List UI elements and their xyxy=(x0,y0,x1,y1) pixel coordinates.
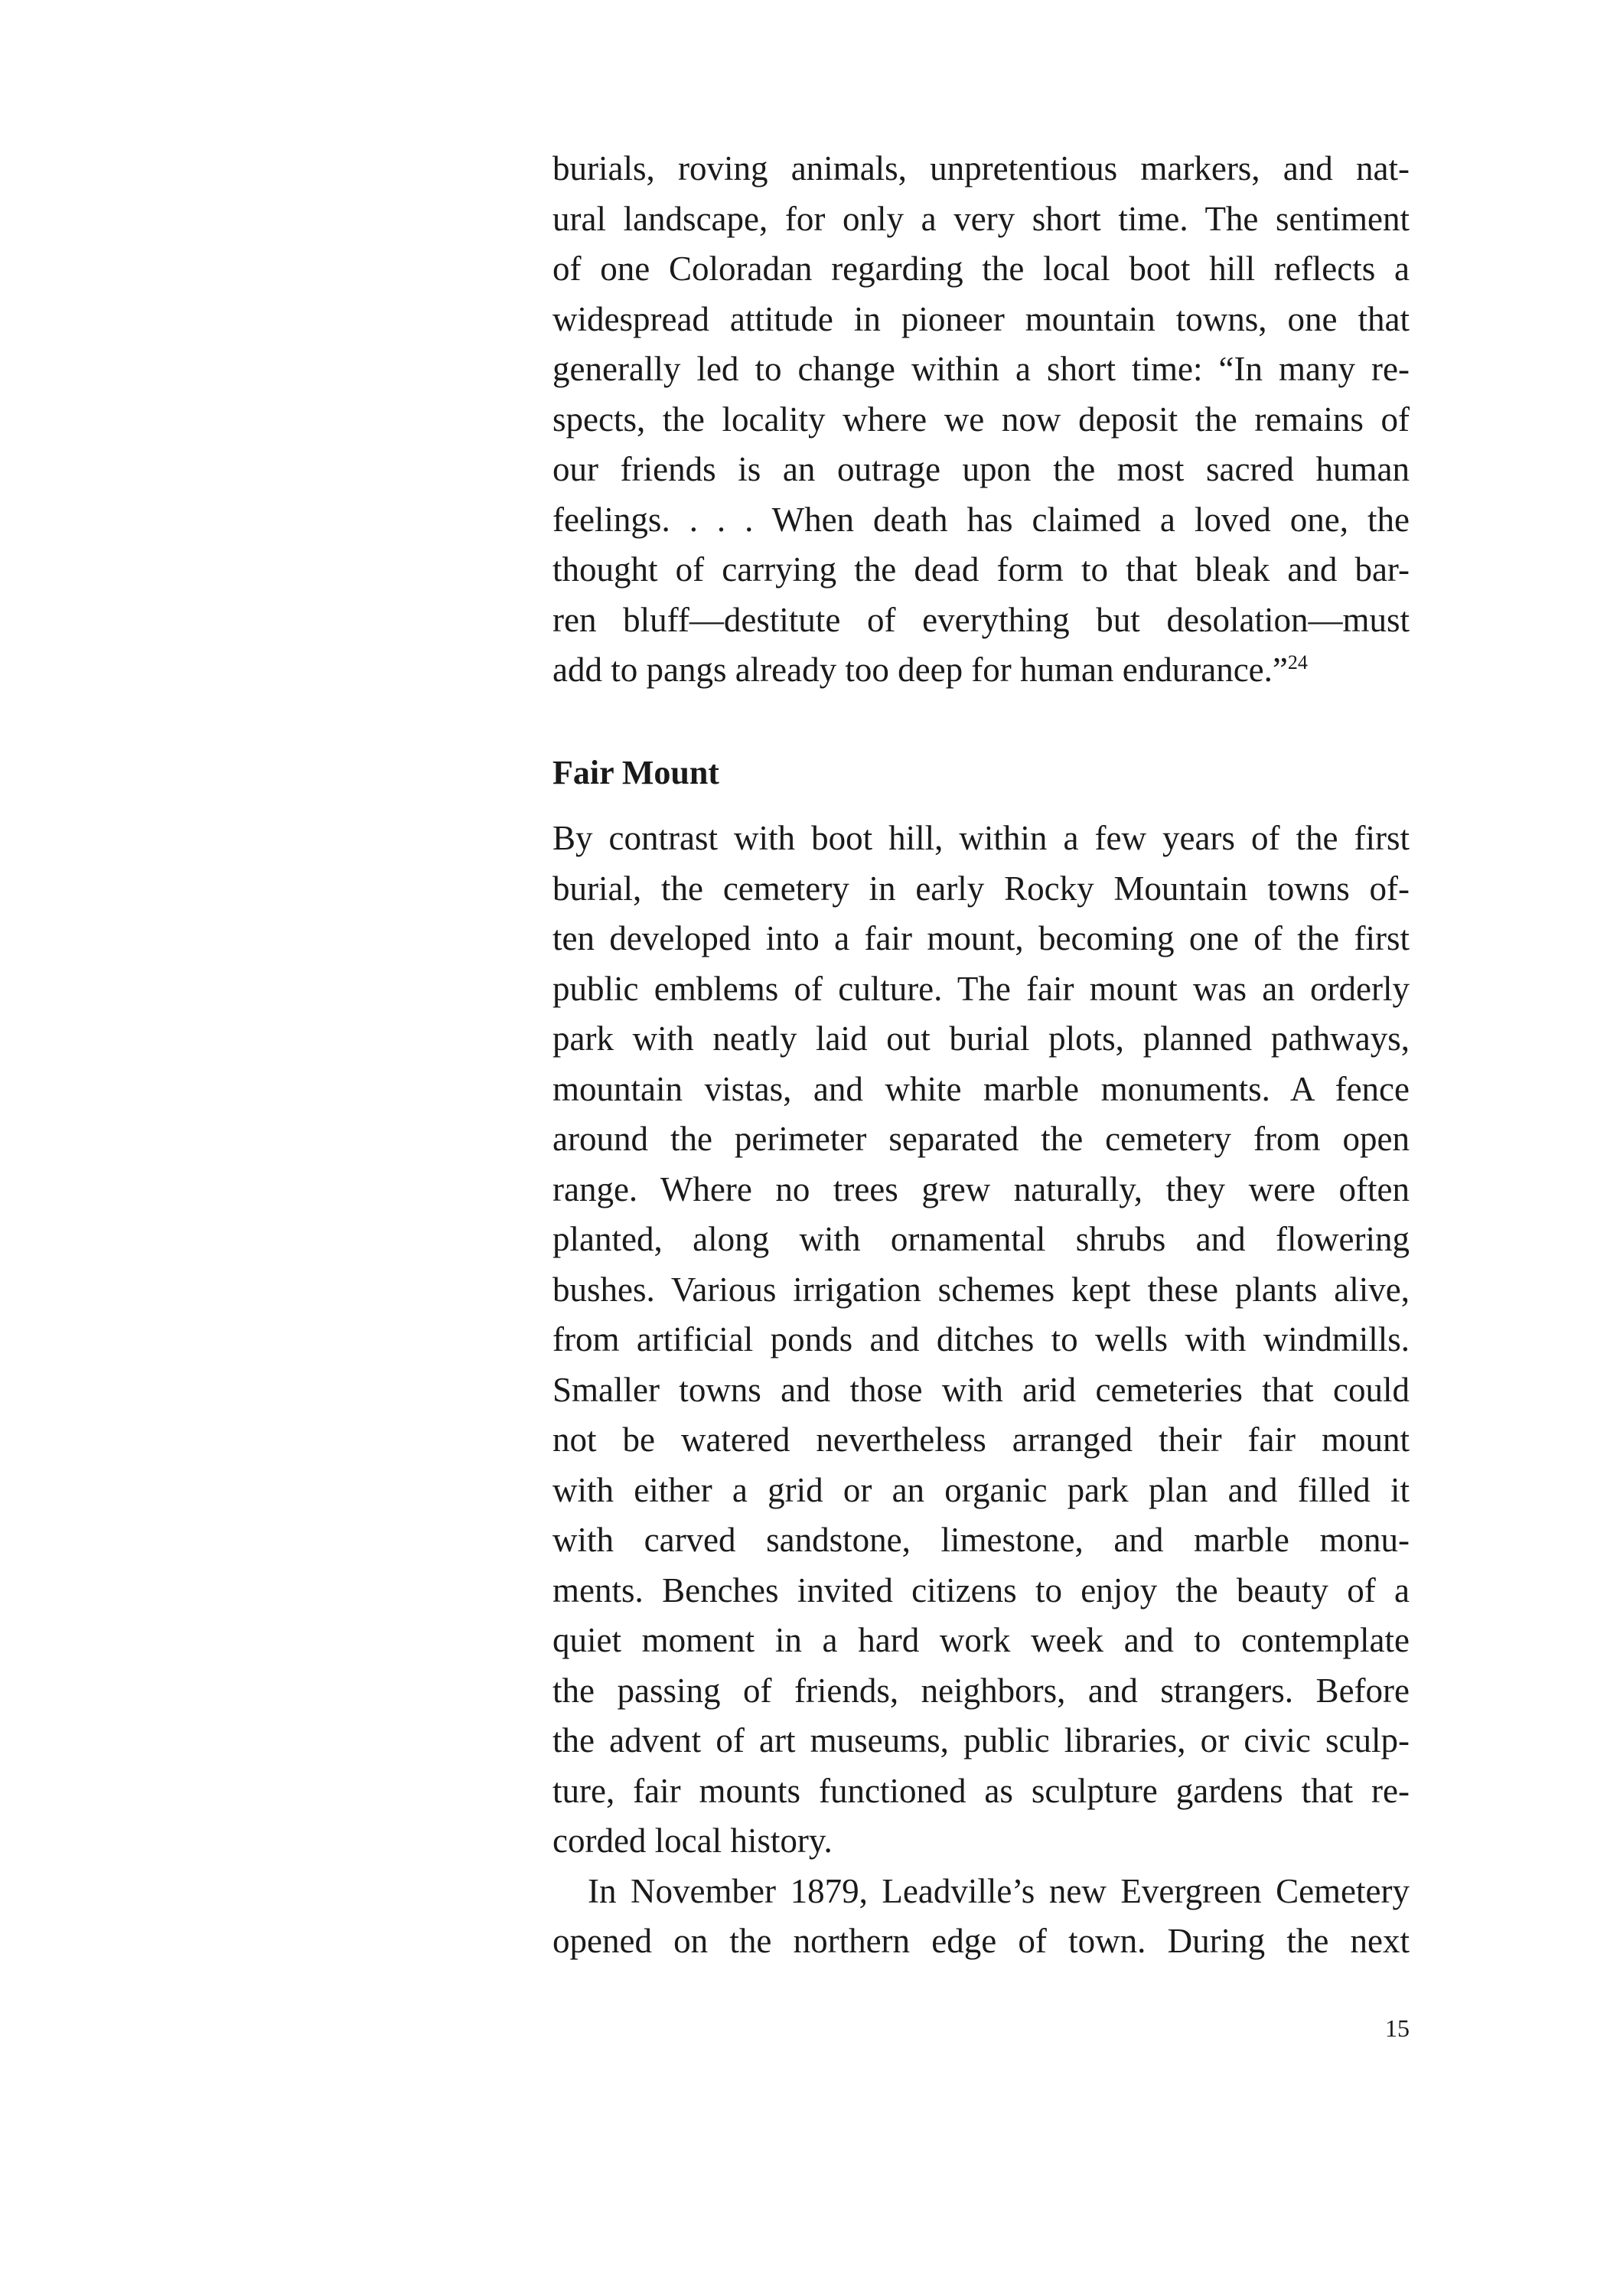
text-line: burial, the cemetery in early Rocky Mountain towns of- xyxy=(553,869,1410,908)
text-line: burials, roving animals, unpretentious markers, and nat- xyxy=(553,149,1410,188)
text-line-content: add to pangs already too deep for human endurance.” xyxy=(553,651,1288,689)
text-line: generally led to change within a short time: “In many re- xyxy=(553,350,1410,388)
text-line: feelings. . . . When death has claimed a loved one, the xyxy=(553,500,1410,539)
text-line-indented: In November 1879, Leadville’s new Evergreen Cemetery xyxy=(588,1871,1410,1910)
text-line: around the perimeter separated the cemetery from open xyxy=(553,1120,1410,1158)
page-number: 15 xyxy=(1385,2014,1410,2042)
text-line: park with neatly laid out burial plots, planned pathways, xyxy=(553,1019,1410,1058)
text-line: our friends is an outrage upon the most sacred human xyxy=(553,450,1410,488)
text-line-last: corded local history. xyxy=(553,1821,833,1860)
text-line: ural landscape, for only a very short time. The sentiment xyxy=(553,199,1410,238)
text-line: range. Where no trees grew naturally, they were often xyxy=(553,1169,1410,1208)
text-line: of one Coloradan regarding the local boot hill reflects a xyxy=(553,249,1410,288)
text-line: not be watered nevertheless arranged their fair mount xyxy=(553,1420,1410,1459)
text-line: Smaller towns and those with arid cemeteries that could xyxy=(553,1370,1410,1409)
text-line: opened on the northern edge of town. During the next xyxy=(553,1922,1410,1960)
paragraph-boot-hill-quote xyxy=(553,144,1410,696)
text-line: planted, along with ornamental shrubs and flowering xyxy=(553,1220,1410,1258)
footnote-reference: 24 xyxy=(1287,651,1308,673)
text-line: thought of carrying the dead form to that bleak and bar- xyxy=(553,550,1410,589)
text-line: ten developed into a fair mount, becoming one of the first xyxy=(553,919,1410,957)
text-line: ture, fair mounts functioned as sculpture gardens that re- xyxy=(553,1771,1410,1810)
text-line: the passing of friends, neighbors, and strangers. Before xyxy=(553,1671,1410,1710)
text-line: ren bluff—destitute of everything but desolation—must xyxy=(553,600,1410,639)
text-line: bushes. Various irrigation schemes kept these plants alive, xyxy=(553,1270,1410,1309)
text-line: By contrast with boot hill, within a few years of the first xyxy=(553,819,1410,857)
text-line: public emblems of culture. The fair mount was an orderly xyxy=(553,969,1410,1008)
text-line: ments. Benches invited citizens to enjoy the beauty of a xyxy=(553,1570,1410,1609)
text-line: spects, the locality where we now deposit the remains of xyxy=(553,400,1410,439)
text-line: widespread attitude in pioneer mountain towns, one that xyxy=(553,299,1410,338)
text-line: quiet moment in a hard work week and to contemplate xyxy=(553,1621,1410,1659)
section-heading: Fair Mount xyxy=(553,754,719,791)
text-line: from artificial ponds and ditches to wells with windmills. xyxy=(553,1320,1410,1358)
text-line: with carved sandstone, limestone, and marble monu- xyxy=(553,1521,1410,1559)
text-line: the advent of art museums, public libraries, or civic sculp- xyxy=(553,1721,1410,1760)
text-line: with either a grid or an organic park plan and filled it xyxy=(553,1470,1410,1509)
text-line: mountain vistas, and white marble monuments. A fence xyxy=(553,1069,1410,1108)
text-line-last xyxy=(553,645,1410,696)
paragraph-fair-mount xyxy=(553,814,1410,1967)
